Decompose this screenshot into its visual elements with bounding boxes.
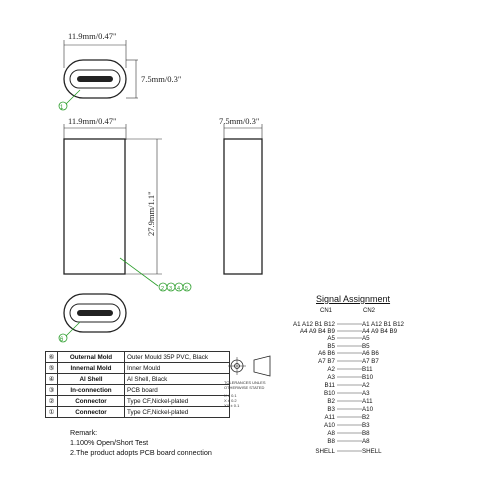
cn2-pin: A2 — [362, 382, 370, 389]
cn2-pin: A3 — [362, 390, 370, 397]
remark-item: 1.100% Open/Short Test — [70, 438, 149, 447]
cn1-pin: B11 — [324, 382, 335, 389]
tolerance-heading: TOLERANCES UNLES OTHERWISE STATED — [224, 380, 266, 390]
cn1-pin: A5 — [327, 335, 335, 342]
tolerance-line: X ± 0.1 — [224, 393, 237, 398]
parts-table — [45, 351, 230, 418]
part-number: ⑤ — [46, 363, 58, 374]
side-width-label: 7.5mm/0.3" — [219, 116, 260, 126]
parts-row — [46, 363, 230, 374]
cn1-pin: A6 B6 — [318, 350, 335, 357]
remark-item: 2.The product adopts PCB board connection — [70, 448, 212, 457]
cn1-pin: A10 — [323, 422, 335, 429]
front-length-label: 27.9mm/1.1" — [146, 191, 156, 236]
parts-row — [46, 407, 230, 418]
cn1-pin: A8 — [327, 430, 335, 437]
part-description: Type CF,Nickel-plated — [125, 407, 230, 418]
cn2-pin: A6 B6 — [362, 350, 379, 357]
parts-row — [46, 374, 230, 385]
cn1-label: CN1 — [320, 308, 333, 314]
part-name: Al Shell — [58, 374, 125, 385]
cn2-pin: A1 A12 B1 B12 — [362, 321, 404, 328]
part-name: Connector — [58, 407, 125, 418]
cn2-pin: B8 — [362, 430, 370, 437]
front-width-label: 11.9mm/0.47" — [68, 116, 117, 126]
tolerance-note — [224, 362, 276, 414]
cn1-pin: B10 — [323, 390, 335, 397]
cn2-pin: A4 A9 B4 B9 — [362, 328, 398, 335]
cn1-pin: B5 — [327, 343, 335, 350]
cn1-pin: B8 — [327, 438, 335, 445]
part-name: Innernal Mold — [58, 363, 125, 374]
part-description: PCB board — [125, 385, 230, 396]
part-number: ③ — [46, 385, 58, 396]
cn1-pin: A3 — [327, 374, 335, 381]
part-name: Connector — [58, 396, 125, 407]
cn2-pin: A5 — [362, 335, 370, 342]
cn2-pin: A10 — [362, 406, 374, 413]
cn1-pin: A4 A9 B4 B9 — [299, 328, 335, 335]
cn2-pin: A7 B7 — [362, 358, 379, 365]
tolerance-line: X ± 0.2 — [224, 398, 237, 403]
part-description: Outer Mould 35P PVC, Black — [125, 352, 230, 363]
cn2-pin: B3 — [362, 422, 370, 429]
cn1-pin: B2 — [327, 398, 335, 405]
part-name: In-connection — [58, 385, 125, 396]
bottom-view — [59, 294, 126, 343]
cn2-pin: A11 — [362, 398, 373, 405]
cn1-pin: B3 — [327, 406, 335, 413]
part-number: ⑥ — [46, 352, 58, 363]
cn2-pin: B5 — [362, 343, 370, 350]
svg-text:5: 5 — [185, 286, 189, 292]
svg-text:2: 2 — [161, 286, 165, 292]
part-number: ① — [46, 407, 58, 418]
cn1-pin: A2 — [327, 366, 335, 373]
part-description: Type CF,Nickel-plated — [125, 396, 230, 407]
cn2-pin: B11 — [362, 366, 373, 373]
svg-text:4: 4 — [177, 286, 181, 292]
cn2-pin: B2 — [362, 414, 370, 421]
side-view — [219, 116, 262, 274]
top-height-label: 7.5mm/0.3" — [141, 74, 182, 84]
parts-row — [46, 385, 230, 396]
part-description: Al Shell, Black — [125, 374, 230, 385]
signal-wiring — [337, 324, 362, 451]
svg-text:3: 3 — [169, 286, 173, 292]
part-number: ④ — [46, 374, 58, 385]
parts-row — [46, 396, 230, 407]
cn1-pin: A1 A12 B1 B12 — [293, 321, 335, 328]
part-number: ② — [46, 396, 58, 407]
tolerance-line: XX ± 0.1 — [224, 403, 240, 408]
cn2-pin: B10 — [362, 374, 374, 381]
part-name: Outernal Mold — [58, 352, 125, 363]
remarks-heading: Remark: — [70, 428, 98, 437]
svg-text:1: 1 — [60, 105, 64, 111]
cn1-pin: A7 B7 — [318, 358, 335, 365]
parts-row — [46, 352, 230, 363]
front-view — [64, 116, 191, 292]
cn1-pin: SHELL — [315, 448, 335, 455]
cn2-pin: SHELL — [362, 448, 382, 455]
top-view — [59, 31, 181, 111]
top-width-label: 11.9mm/0.47" — [68, 31, 117, 41]
svg-text:6: 6 — [60, 337, 64, 343]
cn2-label: CN2 — [363, 308, 376, 314]
remarks — [70, 428, 212, 458]
signal-assignment-title: Signal Assignment — [316, 294, 391, 304]
cn1-pin: A11 — [324, 414, 335, 421]
cn2-pin: A8 — [362, 438, 370, 445]
part-description: Inner Mould — [125, 363, 230, 374]
